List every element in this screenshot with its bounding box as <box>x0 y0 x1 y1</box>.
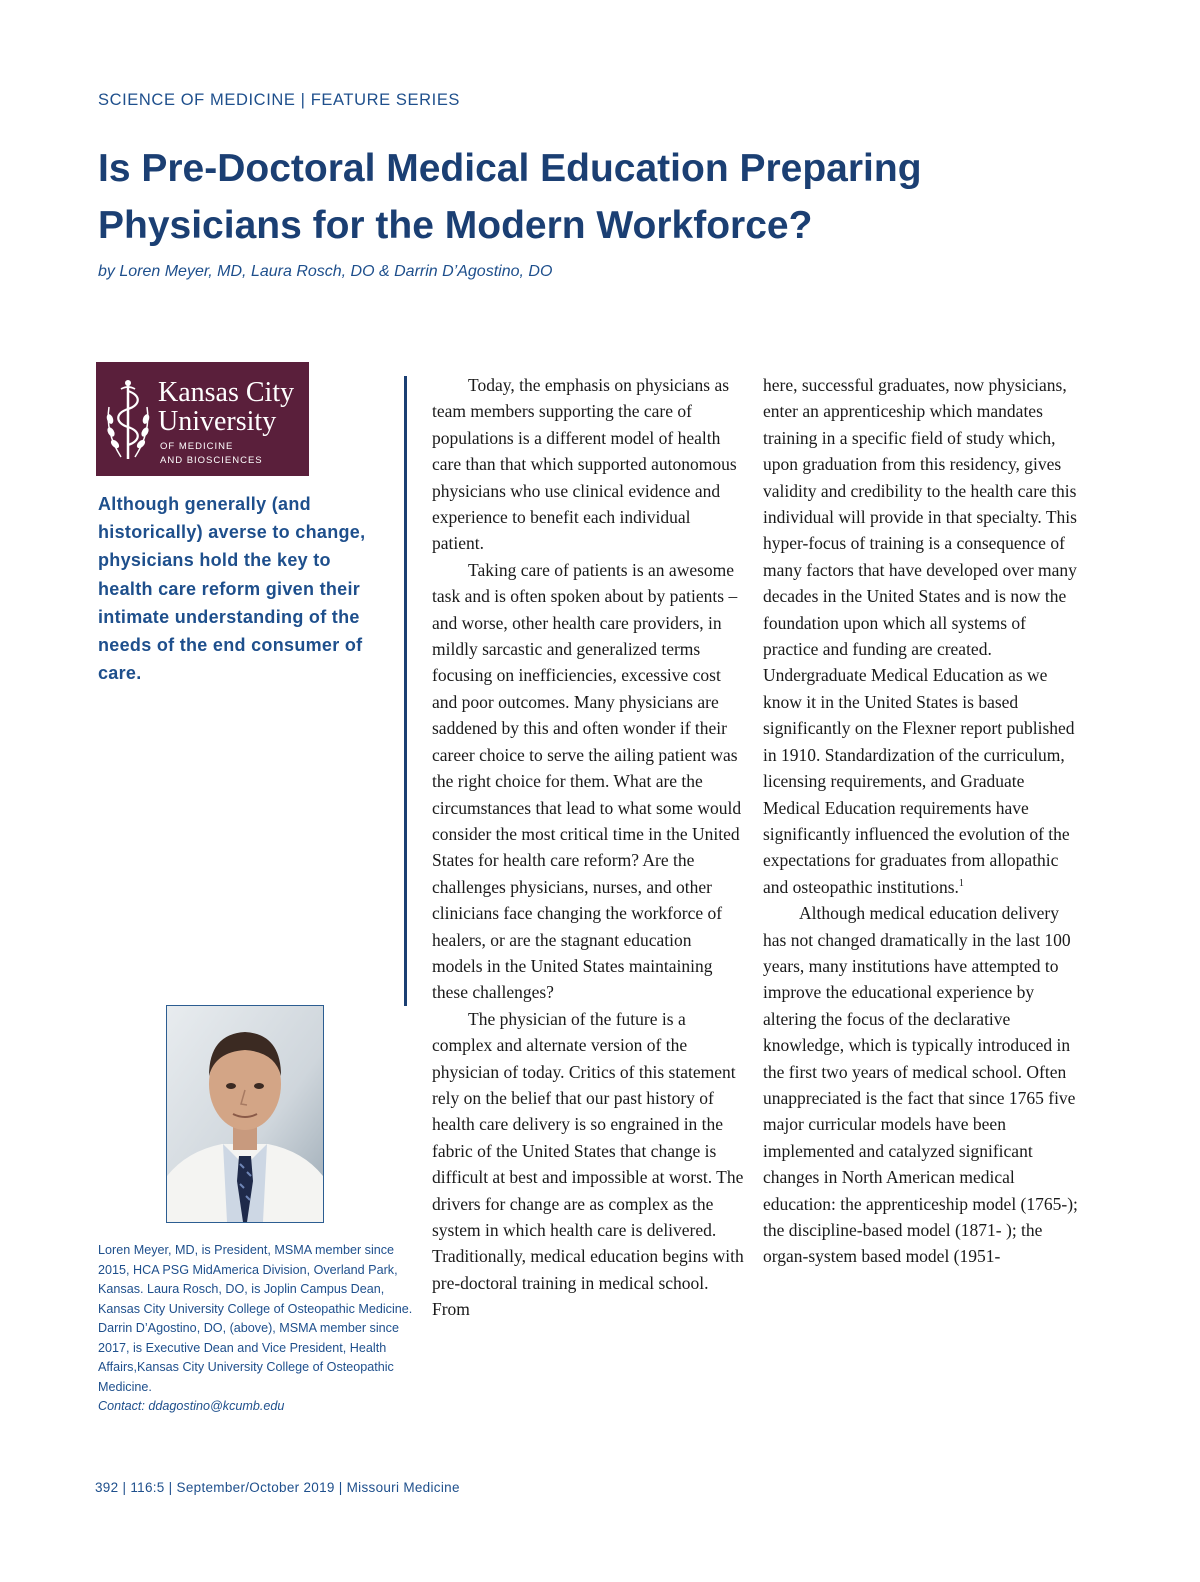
pull-quote: Although generally (and historically) averse to change, physicians hold the key to health care reform given their intimate understanding of the needs of the end consumer of care. <box>98 494 366 684</box>
contact-email[interactable]: Contact: ddagostino@kcumb.edu <box>98 1399 285 1413</box>
page-footer: 392 | 116:5 | September/October 2019 | Missouri Medicine <box>95 1480 460 1495</box>
logo-line-3: OF MEDICINE <box>160 441 234 452</box>
logo-line-2: University <box>158 406 277 437</box>
paragraph: Today, the emphasis on physicians as team members supporting the care of populations is a different model of health care than that which supported autonomous physicians who use clinical evidence and experience to benefit each individual patient. <box>432 375 737 554</box>
university-logo <box>96 362 309 476</box>
paragraph: The physician of the future is a complex and alternate version of the physician of today. Critics of this statement rely on the belief that our past history of health care delivery is so engrained in the fabric of the United States that change is difficult at best and impossible at worst. The drivers for change are as complex as the system in which health care is delivered. Traditionally, medical education begins with pre-doctoral training in medical school. From <box>432 1008 744 1320</box>
column-divider <box>404 376 407 1006</box>
author-bio-text: Loren Meyer, MD, is President, MSMA member since 2015, HCA PSG MidAmerica Division, Overland Park, Kansas. Laura Rosch, DO, is Joplin Campus Dean, Kansas City University College of Osteopathic Medicine. Darrin D’Agostino, DO, (above), MSMA member since 2017, is Executive Dean and Vice President, Health Affairs,Kansas City University College of Osteopathic Medicine. <box>98 1243 413 1394</box>
section-label: SCIENCE OF MEDICINE | FEATURE SERIES <box>98 91 461 109</box>
paragraph: Taking care of patients is an awesome task and is often spoken about by patients – and worse, other health care providers, in mildly sarcastic and generalized terms focusing on inefficiencies, excessive cost and poor outcomes. Many physicians are saddened by this and often wonder if their career choice to serve the ailing patient was the right choice for them. What are the circumstances that lead to what some would consider the most critical time in the United States for health care reform? Are the challenges physicians, nurses, and other clinicians face changing the workforce of healers, or are the stagnant education models in the United States maintaining these challenges? <box>432 559 742 1003</box>
paragraph <box>763 372 1078 900</box>
portrait-illustration <box>167 1006 323 1222</box>
footnote-ref: 1 <box>958 877 964 889</box>
caduceus-emblem-icon <box>101 377 155 467</box>
body-column-2 <box>763 372 1078 1270</box>
byline: by Loren Meyer, MD, Laura Rosch, DO & Darrin D’Agostino, DO <box>98 263 553 280</box>
body-column-1 <box>432 372 744 1323</box>
author-photo <box>166 1005 324 1223</box>
logo-line-4: AND BIOSCIENCES <box>160 455 263 466</box>
article-title: Is Pre-Doctoral Medical Education Preparing Physicians for the Modern Workforce? <box>98 147 922 247</box>
paragraph-text: here, successful graduates, now physicians, enter an apprenticeship which mandates training in a specific field of study which, upon graduation from this residency, gives validity and credibility to the health care this individual will provide in that specialty. This hyper-focus of training is a consequence of many factors that have developed over many decades in the United States and is now the foundation upon which all systems of practice and funding are created. Undergraduate Medical Education as we know it in the United States is based significantly on the Flexner report published in 1910. Standardization of the curriculum, licensing requirements, and Graduate Medical Education requirements have significantly influenced the evolution of the expectations for graduates from allopathic and osteopathic institutions. <box>763 375 1077 897</box>
author-bio <box>98 1241 413 1417</box>
logo-line-1: Kansas City <box>158 377 295 408</box>
paragraph: Although medical education delivery has not changed dramatically in the last 100 years, many institutions have attempted to improve the educational experience by altering the focus of the declarative knowledge, which is typically introduced in the first two years of medical school. Often unappreciated is the fact that since 1765 five major curricular models have been implemented and catalyzed significant changes in North American medical education: the apprenticeship model (1765-); the discipline-based model (1871- ); the organ-system based model (1951- <box>763 903 1078 1267</box>
